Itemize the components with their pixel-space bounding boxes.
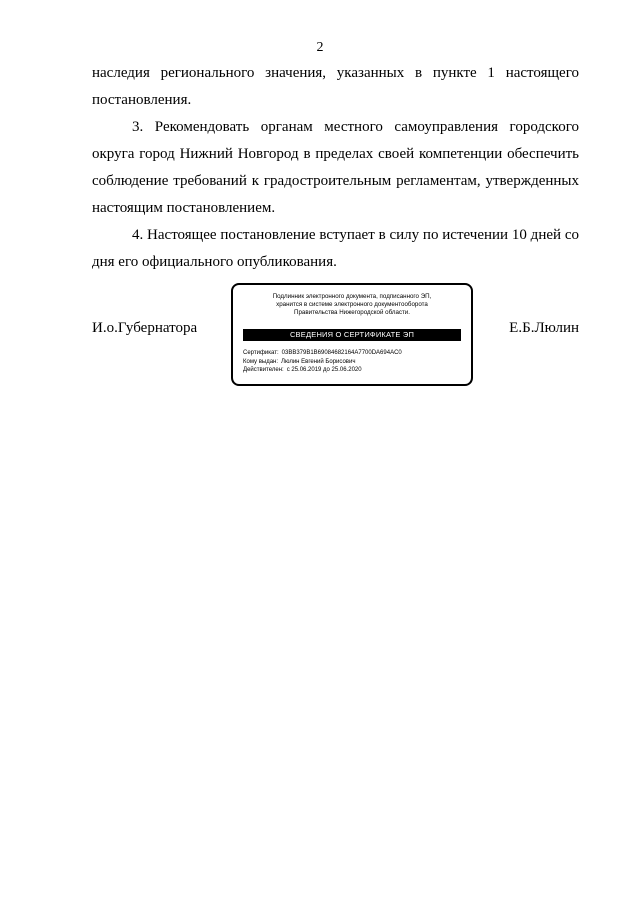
stamp-certificate-title: СВЕДЕНИЯ О СЕРТИФИКАТЕ ЭП	[243, 329, 461, 341]
signatory-position: И.о.Губернатора	[92, 320, 198, 336]
stamp-header-line: Правительства Нижегородской области.	[294, 309, 410, 316]
stamp-certificate-details	[243, 349, 465, 375]
stamp-header-line: Подлинник электронного документа, подписанного ЭП,	[272, 293, 432, 300]
stamp-header-line: хранится в системе электронного документооборота	[276, 301, 428, 308]
paragraph-continuation: наследия регионального значения, указанных в пункте 1 настоящего постановления.	[92, 65, 579, 108]
certificate-row	[243, 349, 465, 358]
paragraph-item-4: 4. Настоящее постановление вступает в силу по истечении 10 дней со дня его официального опубликования.	[92, 227, 579, 270]
validity-value: с 25.06.2019 до 25.06.2020	[286, 367, 362, 373]
stamp-header	[239, 293, 465, 317]
certificate-value: 03BB379B1B69084682164A7700DA694AC0	[281, 350, 402, 356]
certificate-label: Сертификат:	[243, 350, 279, 356]
paragraph-item-3: 3. Рекомендовать органам местного самоуправления городского округа город Нижний Новгород в пределах своей компетенции обеспечить соблюдение требований к градостроительным регламентам, утвержденных настоящим постановлением.	[92, 119, 579, 216]
issued-to-value: Люлин Евгений Борисович	[281, 358, 356, 365]
electronic-signature-stamp	[231, 283, 473, 386]
issued-to-row	[243, 358, 465, 367]
signatory-name: Е.Б.Люлин	[509, 320, 579, 336]
document-body	[92, 60, 579, 276]
page-number: 2	[316, 40, 324, 55]
validity-label: Действителен:	[243, 367, 284, 373]
issued-to-label: Кому выдан:	[243, 358, 279, 365]
validity-row	[243, 366, 465, 375]
